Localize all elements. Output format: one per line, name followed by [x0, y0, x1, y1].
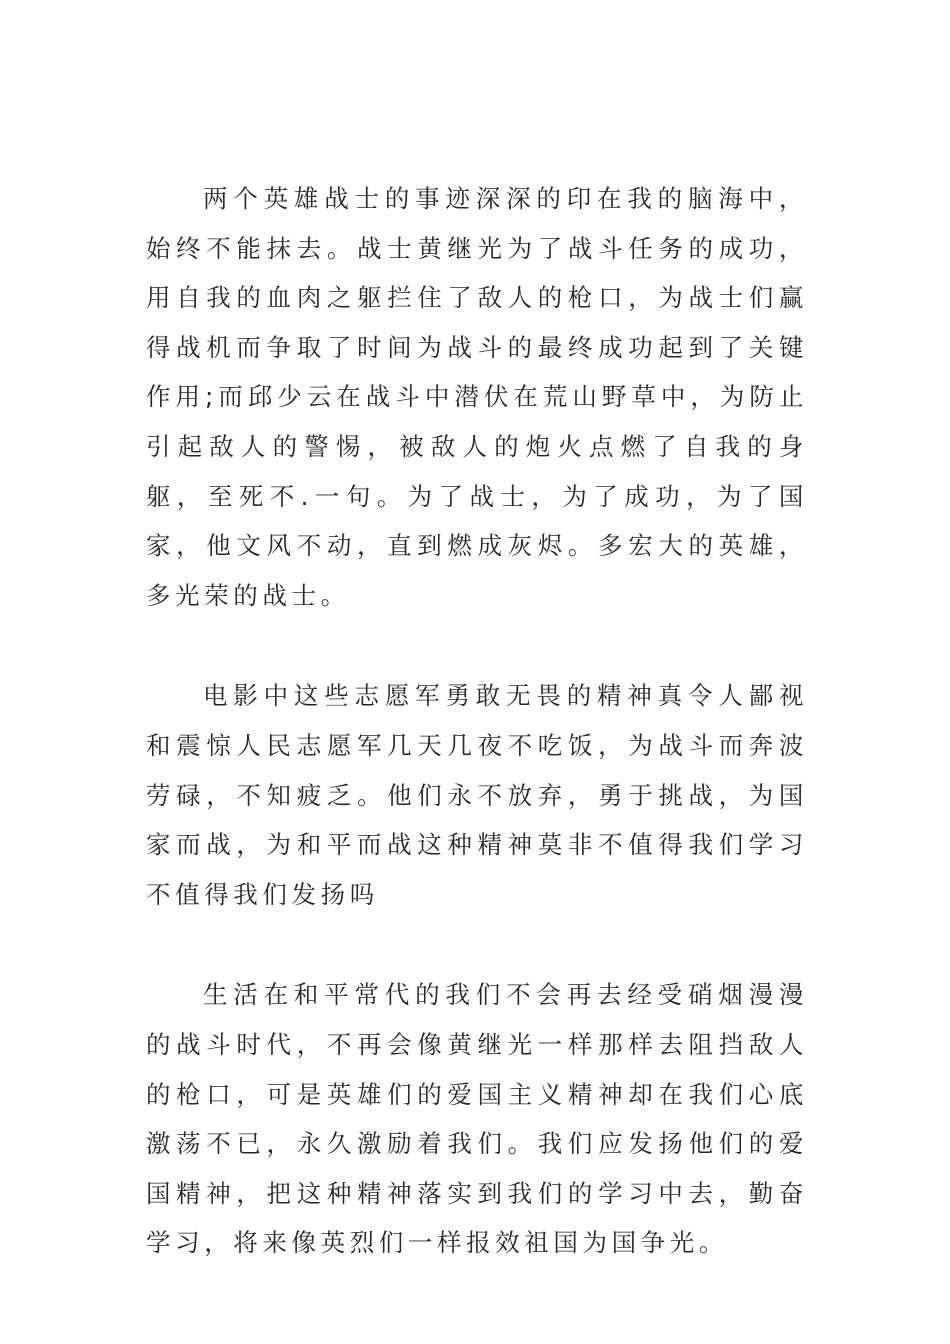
paragraph-volunteer-spirit: 电影中这些志愿军勇敢无畏的精神真令人鄙视和震惊人民志愿军几天几夜不吃饭，为战斗而奔波劳碌，不知疲乏。他们永不放弃，勇于挑战，为国家而战，为和平而战这种精神莫非不值得我们学习不值得我们发扬吗: [146, 681, 808, 909]
paragraph-heroes: 两个英雄战士的事迹深深的印在我的脑海中，始终不能抹去。战士黄继光为了战斗任务的成功，用自我的血肉之躯拦住了敌人的枪口，为战士们赢得战机而争取了时间为战斗的最终成功起到了关键作用;而邱少云在战斗中潜伏在荒山野草中，为防止引起敌人的警惕，被敌人的炮火点燃了自我的身躯，至死不.一句。为了战士，为了成功，为了国家，他文风不动，直到燃成灰烬。多宏大的英雄，多光荣的战士。: [146, 184, 808, 610]
document-body: [146, 174, 808, 1268]
paragraph-peaceful-era: 生活在和平常代的我们不会再去经受硝烟漫漫的战斗时代，不再会像黄继光一样那样去阻挡敌人的枪口，可是英雄们的爱国主义精神却在我们心底激荡不已，永久激励着我们。我们应发扬他们的爱国精神，把这种精神落实到我们的学习中去，勤奋学习，将来像英烈们一样报效祖国为国争光。: [146, 980, 808, 1258]
